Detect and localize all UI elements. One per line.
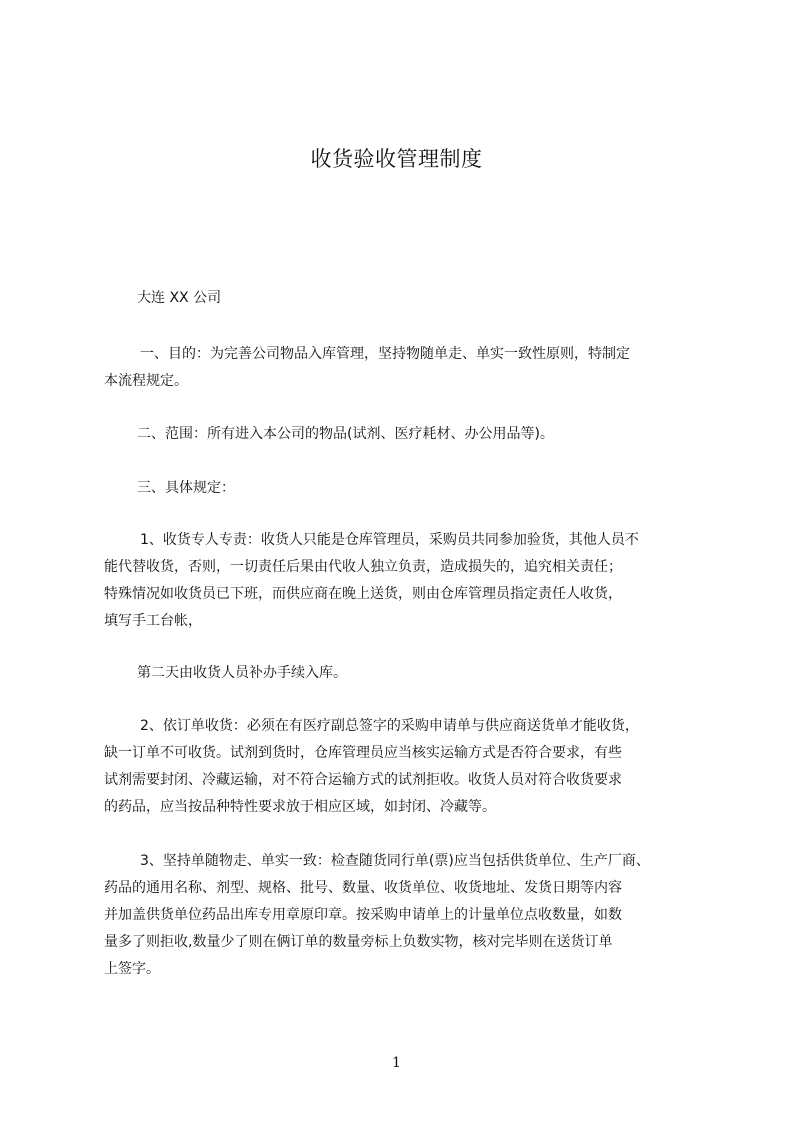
rule-2-line-2: 缺一订单不可收货。试剂到货时，仓库管理员应当核实运输方式是否符合要求，有些 (104, 745, 622, 761)
page-number: 1 (392, 1055, 401, 1071)
document-title: 收货验收管理制度 (310, 147, 483, 171)
rule-3-line-4: 量多了则拒收,数量少了则在俩订单的数量旁标上负数实物，核对完毕则在送货订单 (104, 934, 613, 950)
section-scope: 二、范围：所有进入本公司的物品(试剂、医疗耗材、办公用品等)。 (137, 426, 554, 442)
company-name: 大连 XX 公司 (137, 290, 222, 306)
rule-2-line-1: 2、依订单收货：必须在有医疗副总签字的采购申请单与供应商送货单才能收货， (140, 718, 639, 734)
rule-2-line-3: 试剂需要封闭、冷藏运输，对不符合运输方式的试剂拒收。收货人员对符合收货要求 (104, 772, 622, 788)
section-purpose-line-2: 本流程规定。 (104, 373, 188, 389)
rule-1-line-3: 特殊情况如收货员已下班，而供应商在晚上送货，则由仓库管理员指定责任人收货， (104, 586, 622, 602)
rule-1-line-2: 能代替收货，否则，一切责任后果由代收人独立负责，造成损失的，追究相关责任； (104, 559, 622, 575)
rule-3-line-2: 药品的通用名称、剂型、规格、批号、数量、收货单位、收货地址、发货日期等内容 (104, 880, 622, 896)
rule-1-line-1: 1、收货专人专责：收货人只能是仓库管理员，采购员共同参加验货，其他人员不 (140, 532, 639, 548)
rule-3-line-5: 上签字。 (104, 961, 160, 977)
rule-3-line-3: 并加盖供货单位药品出库专用章原印章。按采购申请单上的计量单位点收数量，如数 (104, 907, 622, 923)
rule-2-line-4: 的药品，应当按品种特性要求放于相应区域，如封闭、冷藏等。 (104, 799, 496, 815)
rule-1-line-4: 填写手工台帐， (104, 613, 202, 629)
rule-1-followup: 第二天由收货人员补办手续入库。 (137, 665, 347, 681)
rule-3-line-1: 3、坚持单随物走、单实一致：检查随货同行单(票)应当包括供货单位、生产厂商、 (140, 853, 650, 869)
section-rules-heading: 三、具体规定： (137, 480, 235, 496)
section-purpose-line-1: 一、目的：为完善公司物品入库管理，坚持物随单走、单实一致性原则，特制定 (140, 346, 630, 362)
